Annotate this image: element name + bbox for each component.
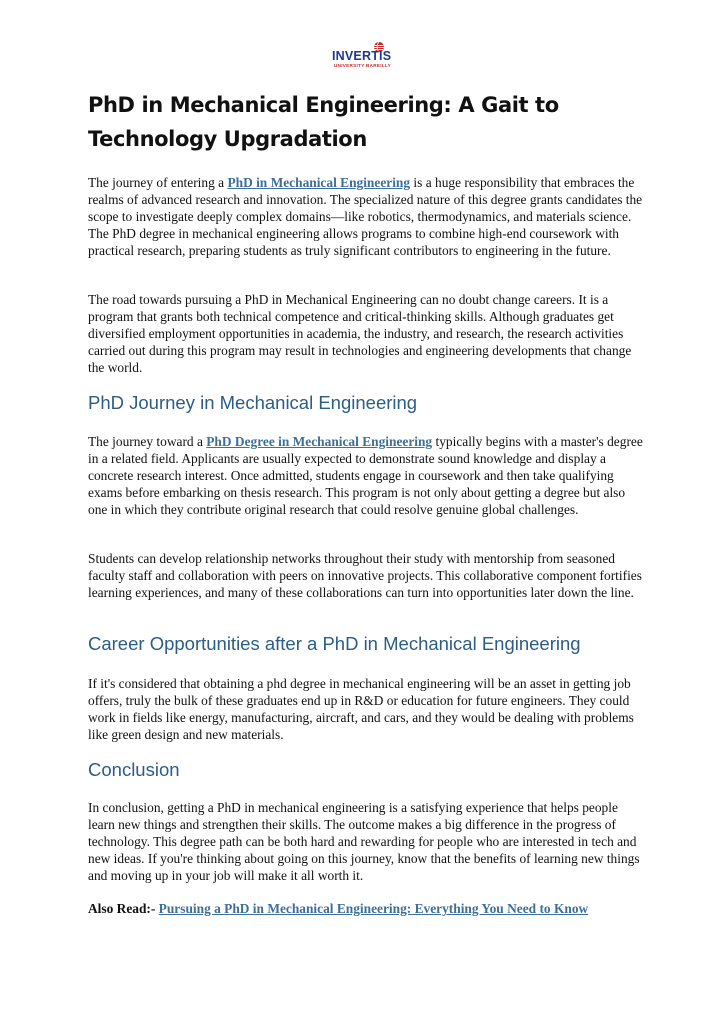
heading-conclusion: Conclusion [88,759,180,780]
heading-career-opportunities: Career Opportunities after a PhD in Mechanical Engineering [88,633,581,654]
page-title [88,88,648,156]
intro-text-start: The journey of entering a [88,175,228,190]
intro-paragraph [88,174,644,259]
journey-text-end: typically begins with a master's degree in a related field. Applicants are usually expected to demonstrate sound knowledge and display a concrete research interest. Once admitted, students engage in coursework and then take qualifying exams before embarking on thesis research. This program is not only about getting a degree but also one in which they contribute original research that could resolve genuine global challenges. [88,434,643,517]
logo-subtitle: UNIVERSITY BAREILLY [334,63,392,68]
career-change-paragraph: The road towards pursuing a PhD in Mechanical Engineering can no doubt change careers. It is a program that grants both technical competence and critical-thinking skills. Although graduates get diversified employment opportunities in academia, the industry, and research, the research activities carried out during this program may result in technologies and engineering developments that change the world. [88,292,632,375]
heading-phd-journey: PhD Journey in Mechanical Engineering [88,392,418,413]
university-logo [332,40,392,70]
also-read [88,900,648,917]
career-paragraph: If it's considered that obtaining a phd degree in mechanical engineering will be an asset in getting job offers, truly the bulk of these graduates end up in R&D or education for future engineers. They could work in fields like energy, manufacturing, aircraft, and cars, and they would be dealing with problems like green design and new materials. [88,676,634,742]
networks-paragraph: Students can develop relationship networks throughout their study with mentorship from seasoned faculty staff and collaboration with peers on innovative projects. This collaborative component fortifies learning experiences, and many of these collaborations can turn into opportunities later down the line. [88,551,642,600]
journey-paragraph [88,433,644,518]
intro-text-end: is a huge responsibility that embraces the realms of advanced research and innovation. The specialized nature of this degree grants candidates the scope to investigate deeply complex domains—like robotics, thermodynamics, and materials science. The PhD degree in mechanical engineering allows programs to combine high-end coursework with practical research, preparing students as truly significant contributors to engineering in the future. [88,175,643,258]
also-read-label: Also Read:- [88,901,159,916]
journey-text-start: The journey toward a [88,434,207,449]
also-read-link[interactable]: Pursuing a PhD in Mechanical Engineering: Everything You Need to Know [158,901,589,916]
title-line-1: PhD in Mechanical Engineering: A Gait to [88,93,559,117]
phd-mechanical-link[interactable]: PhD in Mechanical Engineering [227,175,411,190]
logo-wordmark: INVERTIS [332,49,392,63]
conclusion-paragraph: In conclusion, getting a PhD in mechanical engineering is a satisfying experience that helps people learn new things and strengthen their skills. The outcome makes a big difference in the progress of technology. This degree path can be both hard and rewarding for people who are interested in tech and new ideas. If you're thinking about going on this journey, know that the benefits of learning new things and moving up in your job will make it all worth it. [88,800,640,883]
title-line-2: Technology Upgradation [88,127,367,151]
phd-degree-link[interactable]: PhD Degree in Mechanical Engineering [206,434,433,449]
